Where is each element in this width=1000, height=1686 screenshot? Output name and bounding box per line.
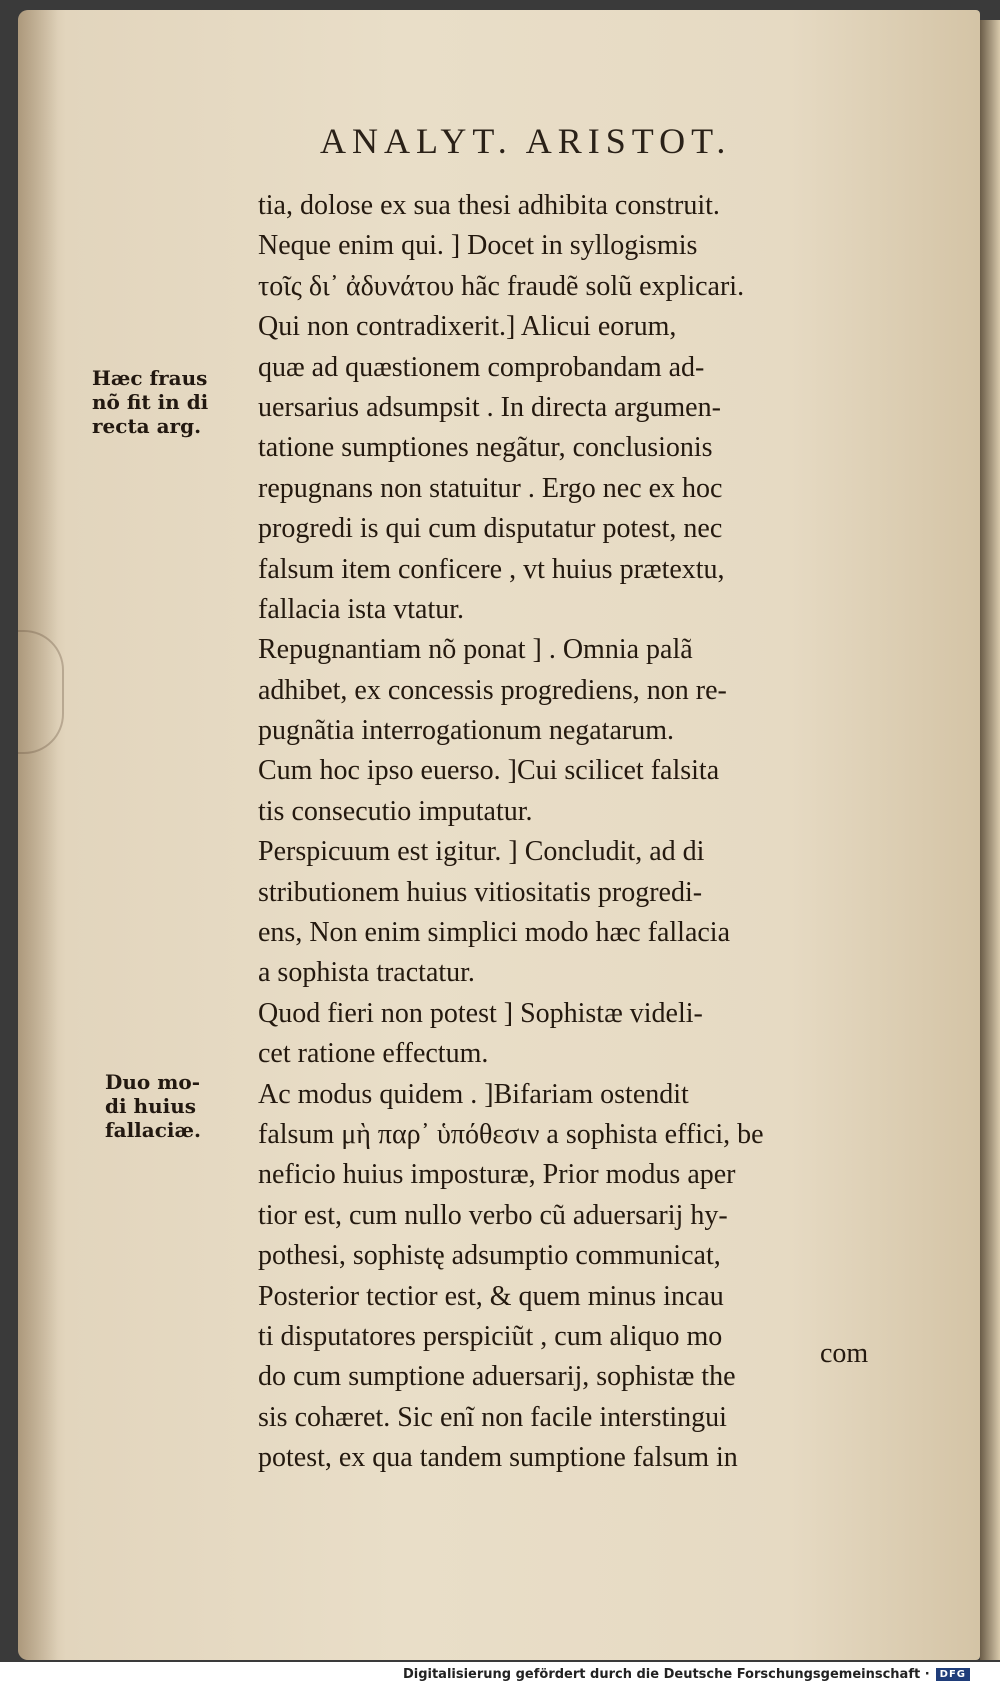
text-line: cet ratione effectum. xyxy=(258,1038,489,1070)
text-line: repugnans non statuitur . Ergo nec ex hoc xyxy=(258,472,723,504)
marginal-line: Duo mo- xyxy=(105,1070,200,1094)
text-line: tatione sumptiones negãtur, conclusionis xyxy=(258,432,713,464)
text-line: adhibet, ex concessis progrediens, non re- xyxy=(258,674,727,706)
text-line: τοῖς δι᾽ ἀδυνάτου hãc fraudẽ solũ explicari. xyxy=(258,270,745,302)
text-line: Repugnantiam nõ ponat ] . Omnia palã xyxy=(258,634,693,666)
running-head: ANALYT. ARISTOT. xyxy=(320,121,732,161)
text-line: falsum item conficere , vt huius prætextu, xyxy=(258,553,725,585)
text-line: Quod fieri non potest ] Sophistæ videli- xyxy=(258,997,703,1029)
text-line: neficio huius imposturæ, Prior modus aper xyxy=(258,1159,736,1191)
text-line: Qui non contradixerit.] Alicui eorum, xyxy=(258,311,677,343)
text-line: quæ ad quæstionem comprobandam ad- xyxy=(258,351,705,383)
facing-page-edge xyxy=(980,20,1000,1660)
text-line: pothesi, sophistę adsumptio communicat, xyxy=(258,1240,721,1272)
main-text-block xyxy=(258,186,918,1479)
text-line: stributionem huius vitiositatis progredi- xyxy=(258,876,703,908)
text-line: Posterior tectior est, & quem minus incau xyxy=(258,1280,724,1312)
text-line: fallacia ista vtatur. xyxy=(258,593,465,625)
marginal-line: recta arg. xyxy=(92,414,202,438)
text-line: Cum hoc ipso euerso. ]Cui scilicet falsita xyxy=(258,755,720,787)
text-line: tis consecutio imputatur. xyxy=(258,795,533,827)
text-line: falsum μὴ παρ᾽ ὑπόθεσιν a sophista effici, be xyxy=(258,1118,764,1150)
page-gutter-shadow xyxy=(18,10,58,1660)
marginal-line: Hæc fraus xyxy=(92,366,208,390)
marginal-note-fraud xyxy=(92,366,242,438)
text-line: uersarius adsumpsit . In directa argumen- xyxy=(258,391,721,423)
text-line: do cum sumptione aduersarij, sophistæ the xyxy=(258,1361,736,1393)
text-line: Ac modus quidem . ]Bifariam ostendit xyxy=(258,1078,689,1110)
text-line: Neque enim qui. ] Docet in syllogismis xyxy=(258,230,698,262)
text-line: Perspicuum est igitur. ] Concludit, ad di xyxy=(258,836,705,868)
text-line: a sophista tractatur. xyxy=(258,957,475,989)
marginal-note-two-modes xyxy=(105,1070,255,1142)
text-line: ens, Non enim simplici modo hæc fallacia xyxy=(258,917,731,949)
marginal-line: nõ fit in di xyxy=(92,390,209,414)
credit-text: Digitalisierung gefördert durch die Deutsche Forschungsgemeinschaft · xyxy=(402,1667,930,1682)
catchword: com xyxy=(820,1338,869,1369)
text-line: tior est, cum nullo verbo cũ aduersarij hy- xyxy=(258,1199,728,1231)
marginal-line: di huius xyxy=(105,1094,197,1118)
text-line: tia, dolose ex sua thesi adhibita construit. xyxy=(258,190,720,221)
text-line: ti disputatores perspiciũt , cum aliquo mo xyxy=(258,1320,723,1352)
text-line: potest, ex qua tandem sumptione falsum in xyxy=(258,1442,738,1474)
text-line: progredi is qui cum disputatur potest, nec xyxy=(258,513,723,545)
dfg-logo: DFG xyxy=(936,1668,970,1681)
digitization-credit xyxy=(403,1667,970,1682)
text-line: sis cohæret. Sic enĩ non facile interstingui xyxy=(258,1401,727,1433)
page-clip-impression xyxy=(18,630,64,754)
text-line: pugnãtia interrogationum negatarum. xyxy=(258,715,674,747)
marginal-line: fallaciæ. xyxy=(105,1118,201,1142)
